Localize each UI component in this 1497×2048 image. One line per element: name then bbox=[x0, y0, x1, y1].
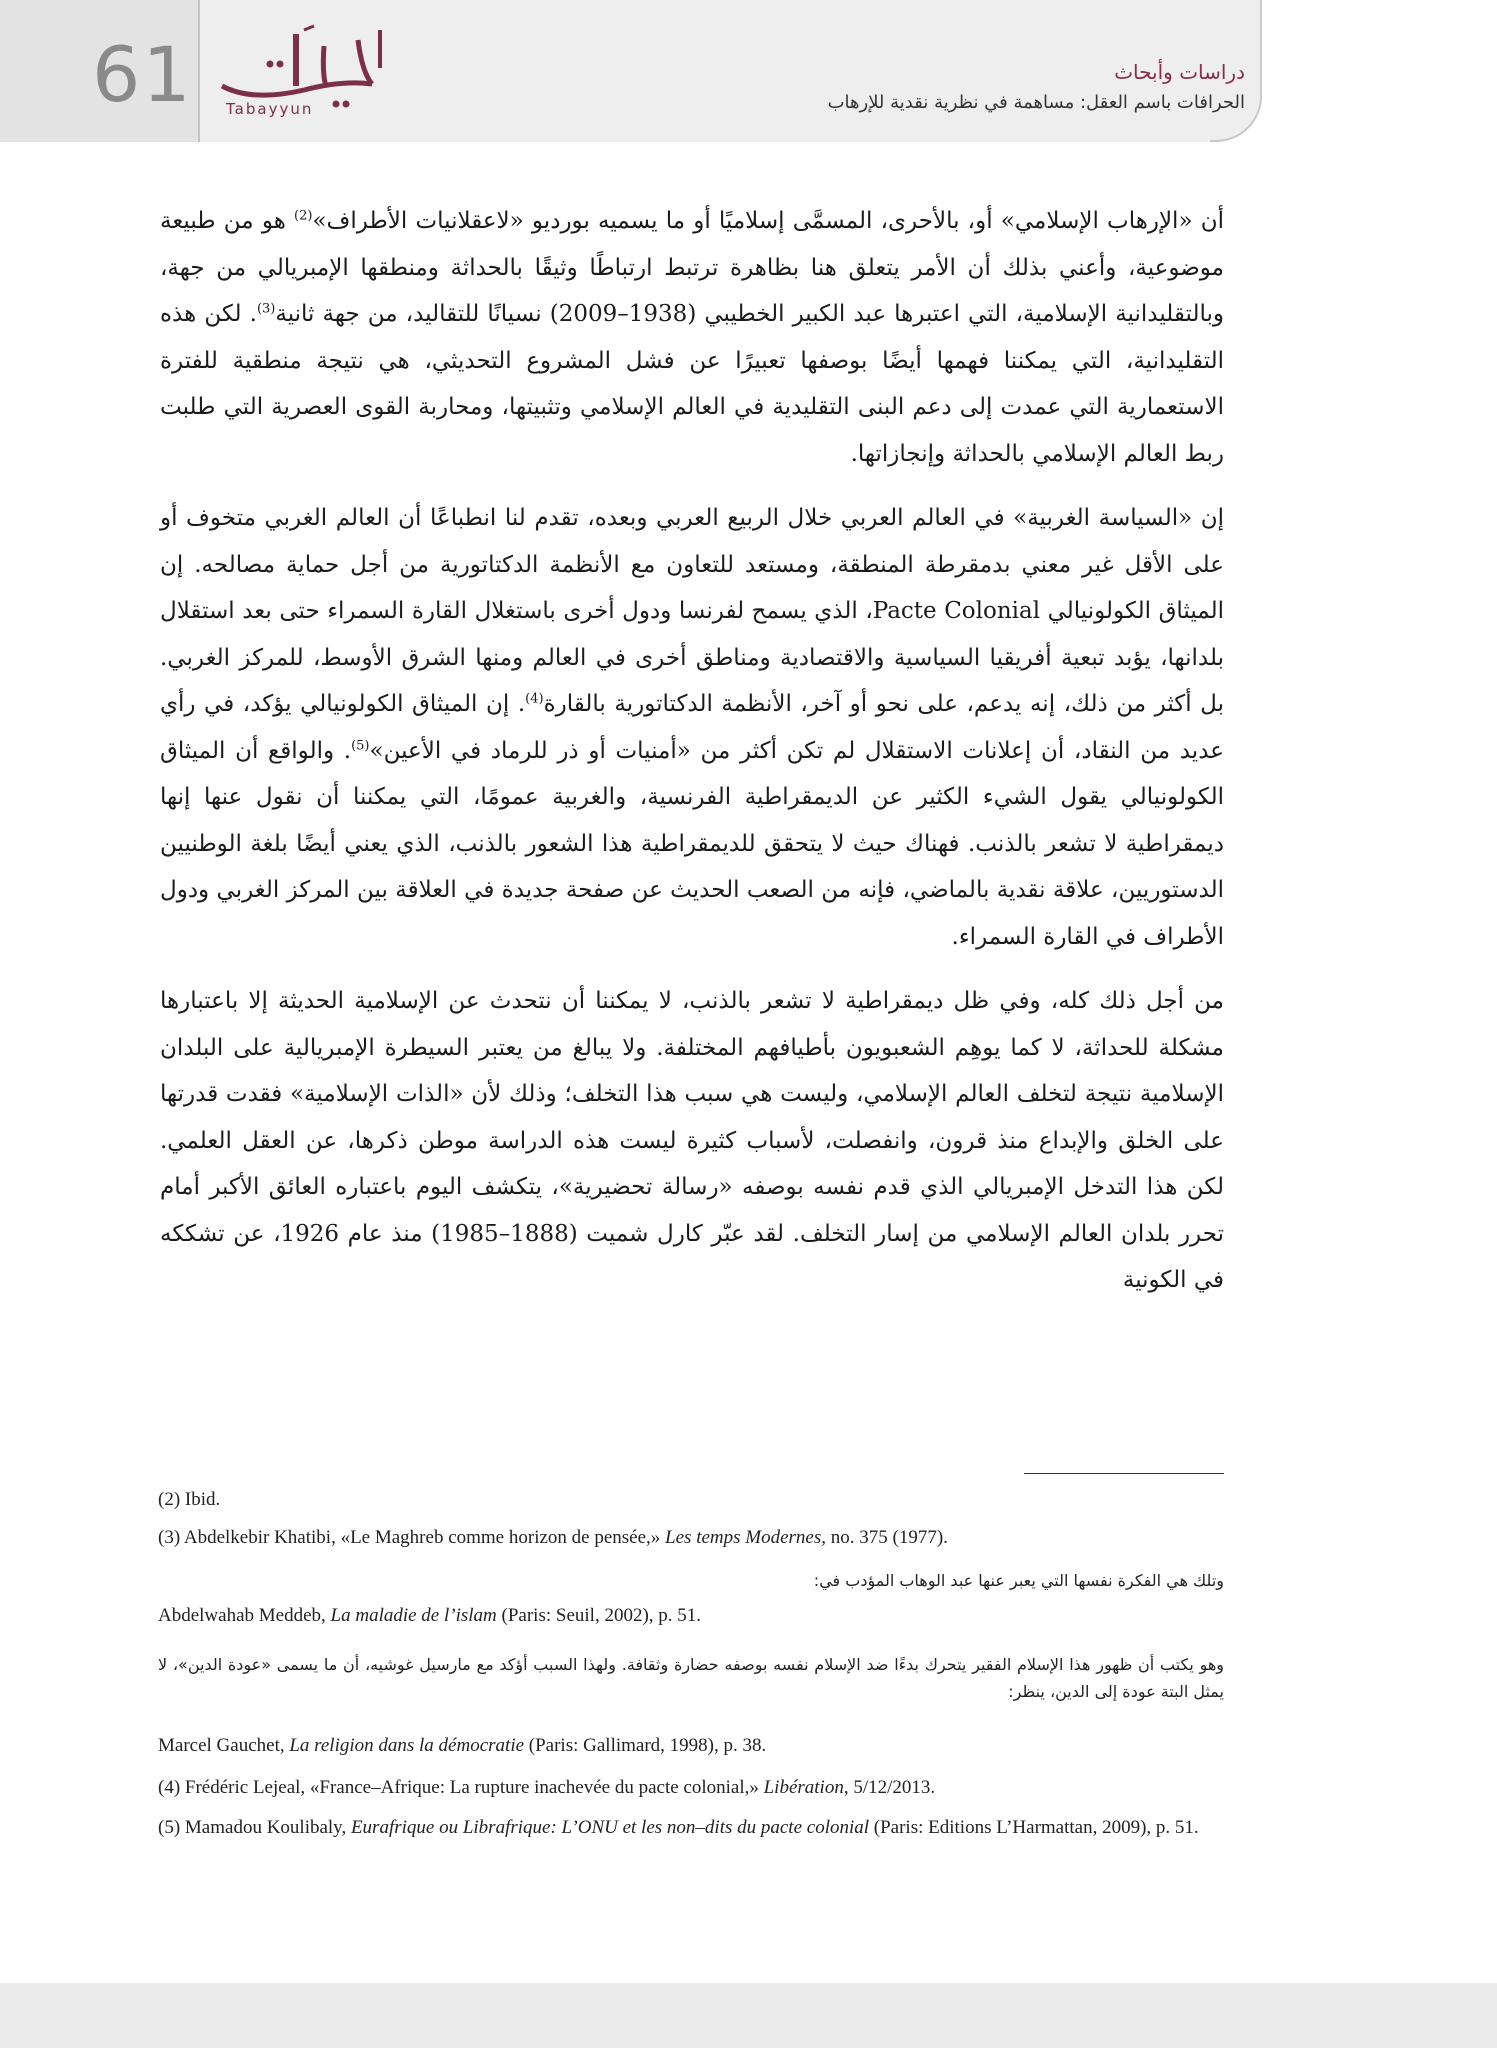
section-title: دراسات وأبحاث bbox=[1114, 60, 1245, 84]
footnote-ref-5[interactable]: (5) bbox=[351, 737, 370, 753]
running-title: الحرافات باسم العقل: مساهمة في نظرية نقدية للإرهاب bbox=[827, 92, 1245, 113]
footnote-4: (4) Frédéric Lejeal, «France–Afrique: La rupture inachevée du pacte colonial,» Libération, 5/12/2013. bbox=[158, 1777, 936, 1798]
footnote-ref-4[interactable]: (4) bbox=[525, 691, 544, 707]
page-footer-band bbox=[0, 1983, 1497, 2048]
footnote-2: (2) Ibid. bbox=[158, 1489, 221, 1510]
paragraph-3: من أجل ذلك كله، وفي ظل ديمقراطية لا تشعر بالذنب، لا يمكننا أن نتحدث عن الإسلامية الحديثة إلا باعتبارها مشكلة للحداثة، لا كما يوهِم الشعبويون بأطيافهم المختلفة. ولا يبالغ من يعتبر السيطرة الإمبريالية على البلدان الإسلامية نتيجة لتخلف العالم الإسلامي، وليست هي سبب هذا التخلف؛ وذلك لأن «الذات الإسلامية» فقدت قدرتها على الخلق والإبداع منذ قرون، وانفصلت، لأسباب كثيرة ليست هذه الدراسة موطن ذكرها، عن العقل العلمي. لكن هذا التدخل الإمبريالي الذي قدم نفسه بوصفه «رسالة تحضيرية»، يتكشف اليوم باعتباره العائق الأكبر أمام تحرر بلدان العالم الإسلامي من إسار التخلف. لقد عبّر كارل شميت (1888–1985) منذ عام 1926، عن تشككه في الكونية bbox=[160, 988, 1224, 1293]
footnote-3-arabic-2: وهو يكتب أن ظهور هذا الإسلام الفقير يتحرك بدءًا ضد الإسلام نفسه بوصفه حضارة وثقافة. ولهذا السبب أؤكد مع مارسيل غوشيه، أن ما يسمى «عودة الدين»، لا يمثل البتة عودة إلى الدين، ينظر: bbox=[158, 1655, 1224, 1701]
footnote-3-meddeb: Abdelwahab Meddeb, La maladie de l’islam (Paris: Seuil, 2002), p. 51. bbox=[158, 1605, 702, 1626]
page-number: 61 bbox=[92, 30, 193, 119]
paragraph-1: أن «الإرهاب الإسلامي» أو، بالأحرى، المسمَّى إسلاميًا أو ما يسميه بورديو «لاعقلانيات الأطراف»$^{(2)}$ هو من طبيعة موضوعية، وأعني بذلك أن الأمر يتعلق هنا بظاهرة ترتبط ارتباطًا وثيقًا بالحداثة ومنطقها الإمبريالي من جهة، وبالتقليدانية الإسلامية، التي اعتبرها عبد الكبير الخطيبي (1938–2009) نسيانًا للتقاليد، من جهة ثانية$^{(3)}$. لكن هذه التقليدانية، التي يمكننا فهمها أيضًا بوصفها تعبيرًا عن فشل المشروع التحديثي، هي نتيجة منطقية للفترة الاستعمارية التي عمدت إلى دعم البنى التقليدية في العالم الإسلامي وتثبيتها، ومحاربة القوى العصرية التي طلبت ربط العالم الإسلامي بالحداثة وإنجازاتها. bbox=[160, 208, 1225, 467]
footnote-3-gauchet: Marcel Gauchet, La religion dans la démocratie (Paris: Gallimard, 1998), p. 38. bbox=[158, 1735, 767, 1756]
paragraph-2: إن «السياسة الغربية» في العالم العربي خلال الربيع العربي وبعده، تقدم لنا انطباعًا أن العالم الغربي متخوف أو على الأقل غير معني بدمقرطة المنطقة، ومستعد للتعاون مع الأنظمة الدكتاتورية من أجل حماية مصالحه. إن الميثاق الكولونيالي Pacte Colonial، الذي يسمح لفرنسا ودول أخرى باستغلال القارة السمراء حتى بعد استقلال بلدانها، يؤبد تبعية أفريقيا السياسية والاقتصادية ومناطق أخرى في العالم ومنها الشرق الأوسط، للمركز الغربي. بل أكثر من ذلك، إنه يدعم، على نحو أو آخر، الأنظمة الدكتاتورية بالقارة$^{(4)}$. إن الميثاق الكولونيالي يؤكد، في رأي عديد من النقاد، أن إعلانات الاستقلال لم تكن أكثر من «أمنيات أو ذر للرماد في الأعين»$^{(5)}$. والواقع أن الميثاق الكولونيالي يقول الشيء الكثير عن الديمقراطية الفرنسية، والغربية عمومًا، التي يمكننا أن نقول عنها إنها ديمقراطية لا تشعر بالذنب. فهناك حيث لا يتحقق للديمقراطية هذا الشعور بالذنب، الذي يعني أيضًا بلغة الوطنيين الدستوريين، علاقة نقدية بالماضي، فإنه من الصعب الحديث عن صفحة جديدة في العلاقة بين المركز الغربي ودول الأطراف في القارة السمراء. bbox=[160, 505, 1225, 950]
footnote-3-arabic-1: وتلك هي الفكرة نفسها التي يعبر عنها عبد الوهاب المؤدب في: bbox=[813, 1571, 1224, 1590]
header-divider bbox=[198, 0, 200, 142]
article-body bbox=[160, 198, 1224, 1322]
footnote-3: (3) Abdelkebir Khatibi, «Le Maghreb comme horizon de pensée,» Les temps Modernes, no. 375 (1977). bbox=[158, 1527, 948, 1548]
footnote-ref-2[interactable]: (2) bbox=[294, 208, 313, 224]
page-header bbox=[0, 0, 1497, 142]
footnote-separator bbox=[1024, 1473, 1224, 1474]
footnote-ref-3[interactable]: (3) bbox=[256, 301, 276, 317]
footnote-5: (5) Mamadou Koulibaly, Eurafrique ou Librafrique: L’ONU et les non–dits du pacte colonial (Paris: Editions L’Harmattan, 2009), p. 51. bbox=[158, 1817, 1199, 1838]
logo-latin-text: Tabayyun bbox=[226, 100, 314, 118]
